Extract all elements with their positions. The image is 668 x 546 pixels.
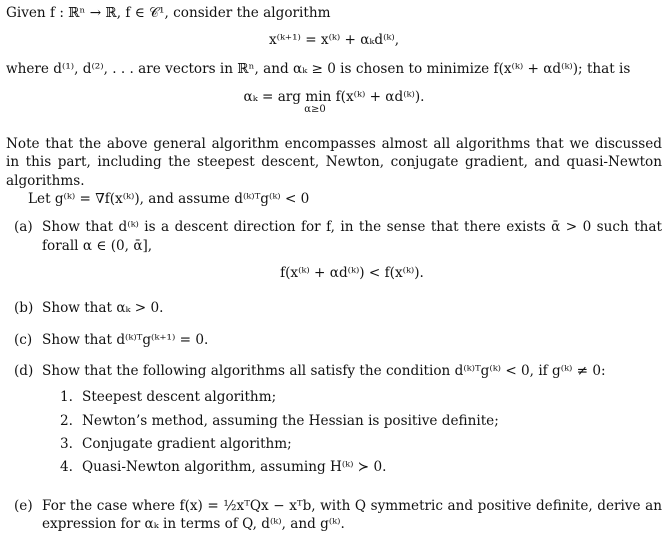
alpha-equation-main: αₖ = arg min f(x⁽ᵏ⁾ + αd⁽ᵏ⁾).	[243, 89, 425, 106]
alpha-equation	[6, 88, 662, 117]
question-label: (d)	[14, 362, 34, 379]
question-a	[6, 218, 662, 282]
list-item-text: Quasi-Newton algorithm, assuming H⁽ᵏ⁾ ≻ 0.	[82, 459, 387, 476]
question-text: Show that αₖ > 0.	[42, 300, 164, 317]
question-list	[6, 218, 662, 533]
question-text: Show that the following algorithms all satisfy the condition d⁽ᵏ⁾ᵀg⁽ᵏ⁾ < 0, if g⁽ᵏ⁾ ≠ 0:	[42, 362, 606, 379]
list-item-number: 2.	[60, 412, 73, 429]
question-label: (a)	[14, 219, 33, 236]
list-item-number: 1.	[60, 389, 73, 406]
algorithm-list	[60, 388, 662, 476]
list-item-number: 4.	[60, 459, 73, 476]
problem-page	[6, 4, 662, 533]
intro-text: Given f : ℝⁿ → ℝ, f ∈ 𝒞¹, consider the algorithm	[6, 5, 331, 21]
list-item	[60, 435, 662, 453]
question-d	[6, 362, 662, 482]
list-item-text: Conjugate gradient algorithm;	[82, 436, 292, 452]
list-item	[60, 388, 662, 406]
question-label: (c)	[14, 331, 33, 348]
question-e	[6, 497, 662, 534]
let-g-text: Let g⁽ᵏ⁾ = ∇f(x⁽ᵏ⁾), and assume d⁽ᵏ⁾ᵀg⁽ᵏ⁾ < 0	[28, 190, 310, 207]
question-label: (e)	[14, 497, 33, 514]
update-equation: x⁽ᵏ⁺¹⁾ = x⁽ᵏ⁾ + αₖd⁽ᵏ⁾,	[268, 32, 400, 49]
question-text: Show that d⁽ᵏ⁾ is a descent direction for f, in the sense that there exists ᾱ > 0 such that forall α ∈ (0, ᾱ],	[42, 219, 662, 254]
question-equation: f(x⁽ᵏ⁾ + αd⁽ᵏ⁾) < f(x⁽ᵏ⁾).	[280, 264, 424, 281]
question-b	[6, 299, 662, 317]
list-item-text: Steepest descent algorithm;	[82, 389, 277, 406]
list-item-number: 3.	[60, 436, 73, 452]
question-text: For the case where f(x) = ½xᵀQx − xᵀb, with Q symmetric and positive definite, derive an expression for αₖ in terms of Q, d⁽ᵏ⁾, and g⁽ᵏ⁾.	[42, 497, 662, 533]
list-item	[60, 458, 662, 476]
where-text: where d⁽¹⁾, d⁽²⁾, . . . are vectors in ℝⁿ, and αₖ ≥ 0 is chosen to minimize f(x⁽ᵏ⁾ + αd⁽ᵏ⁾); that is	[6, 60, 631, 77]
alpha-equation-subscript: α≥0	[304, 104, 326, 116]
question-c	[6, 331, 662, 349]
list-item	[60, 412, 662, 430]
note-paragraph: Note that the above general algorithm encompasses almost all algorithms that we discussed in this part, including the steepest descent, Newton, conjugate gradient, and quasi-Newton algorithms.	[6, 135, 662, 189]
question-text: Show that d⁽ᵏ⁾ᵀg⁽ᵏ⁺¹⁾ = 0.	[42, 331, 209, 348]
question-label: (b)	[14, 300, 34, 317]
list-item-text: Newton’s method, assuming the Hessian is positive definite;	[82, 412, 499, 429]
